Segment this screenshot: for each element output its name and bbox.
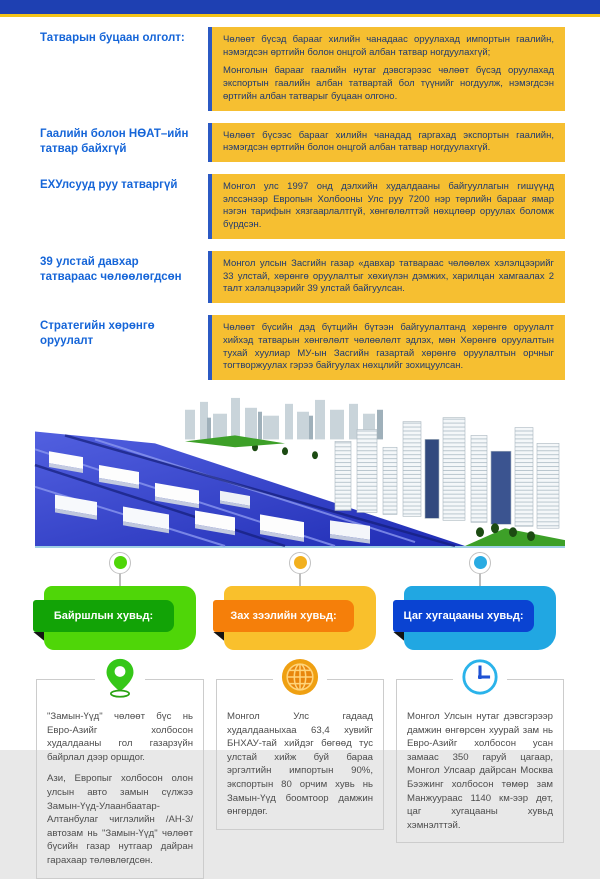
location-infobox — [36, 679, 204, 879]
column-market — [216, 552, 384, 824]
benefit-paragraph: Чөлөөт бүсэд барааг хилийн чанадаас оруулахад импортын гаалийн, нэмэгдсэн өртгийн болон онцгой албан татвар ногдуулахгүй; — [223, 34, 554, 58]
city-render-image — [35, 392, 565, 548]
timeline-dot — [109, 552, 131, 574]
benefit-paragraph: Чөлөөт бүсээс барааг хилийн чанадад гаргахад экспортын гаалийн, нэмэгдсэн өртгийн болон онцгой албан татвар ногдуулахгүй. — [223, 129, 554, 154]
benefit-paragraph: Монголын барааг гаалийн нутаг дэвсгэрээс чөлөөт бүсэд оруулахад экспортын гаалийн албан татвартай бол түүнийг ногдуулж, нэмэгдсэн өртгийн албан татварыг буцаан олгоно. — [223, 65, 554, 102]
time-card — [404, 586, 555, 650]
benefit-row — [40, 174, 565, 239]
market-paragraph: Монгол Улс гадаад худалдааныхаа 63,4 хувийг БНХАУ-тай хийдэг бөгөөд тус улстай хийж буй бараа эргэлтийн импортын 90%, экспортын 80 орчим хувь нь Замын-Үүд боомтоор дамжин өнгөрдөг. — [227, 710, 373, 818]
location-pin-icon — [95, 658, 145, 698]
globe-icon — [273, 658, 327, 698]
top-blue-bar — [0, 0, 600, 14]
dot-stem — [479, 574, 481, 586]
time-paragraph: Монгол Улсын нутаг дэвсгэрээр дамжин өнгөрсөн хуурай зам нь Евро-Азийг холбосон усан замаас 350 гаруй цагаар, Монгол Улсаар дайрсан Москва Бээжинг холбосон төмөр зам Манжуураас 1140 км-ээр дөт, цаг хугацааны хувьд хэмнэлттэй. — [407, 710, 553, 831]
column-time — [396, 552, 564, 831]
market-infobox — [216, 679, 384, 830]
benefit-label: Гаалийн болон НӨАТ–ийн татвар байхгүй — [40, 127, 189, 155]
benefits-table — [0, 17, 600, 380]
dot-stem — [119, 574, 121, 586]
dot-stem — [299, 574, 301, 586]
location-card — [44, 586, 195, 650]
ribbon-fold — [213, 632, 224, 641]
benefit-textbox — [208, 27, 565, 111]
market-card — [224, 586, 375, 650]
time-ribbon: Цаг хугацааны хувьд: — [393, 600, 533, 632]
benefit-paragraph: Чөлөөт бүсийн дэд бүтцийн бүтээн байгуулалтанд хөрөнгө оруулалт хийхэд татварын хөнгөлөлт чөлөөлөлт эдлэх, мөн Хөрөнгө оруулалтын тухай хуулиар МУ-ын Засгийн газартай хөрөнгө оруулалтын орчныг тогтворжуулах гэрээ байгуулах нөхцлийг зохицуулсан. — [223, 322, 554, 372]
benefit-textbox — [208, 174, 565, 239]
benefit-label: Стратегийн хөрөнгө оруулалт — [40, 320, 155, 347]
benefit-row — [40, 315, 565, 380]
location-paragraph: "Замын-Үүд" чөлөөт бүс нь Евро-Азийг холбосон худалдааны гол газарзүйн байрлал дээр оршдог. — [47, 710, 193, 763]
timeline-dot — [469, 552, 491, 574]
benefit-row — [40, 27, 565, 111]
benefit-textbox — [208, 251, 565, 303]
benefit-label: 39 улстай давхар татвараас чөлөөлөгдсөн — [40, 255, 182, 283]
ribbon-fold — [33, 632, 44, 641]
benefit-label: ЕХУлсууд руу татваргүй — [40, 179, 178, 192]
timeline-dot — [289, 552, 311, 574]
benefit-row — [40, 123, 565, 162]
location-paragraph: Ази, Европыг холбосон олон улсын авто замын сүлжээ Замын-Үүд-Улаанбаатар-Алтанбулаг чиглэлийн /АН-3/ автозам нь "Замын-Үүд" чөлөөт бүсийн газар нутгаар дайран гарахаар төлөвлөгдсөн. — [47, 773, 193, 867]
highlight-columns — [0, 552, 600, 867]
clock-icon — [453, 658, 507, 698]
benefit-textbox — [208, 315, 565, 380]
benefit-paragraph: Монгол улс 1997 онд дэлхийн худалдааны байгууллагын гишүүнд элссэнээр Европын Холбооны Улс руу 7200 нэр төрлийн барааг ямар нэгэн тарифын хязгаарлалтгүй, хөнгөлөлттэй нөхцлөөр оруулах боломж бүрдсэн. — [223, 181, 554, 231]
benefit-paragraph: Монгол улсын Засгийн газар «давхар татвараас чөлөөлөх хэлэлцээрийг 33 улстай, хөрөнгө оруулалтыг хөхиүлэн дэмжих, харилцан хамгаалах 2 талт хэлэлцээрийг 39 улстай байгуулсан. — [223, 257, 554, 295]
market-ribbon: Зах зээлийн хувьд: — [213, 600, 353, 632]
benefit-row — [40, 251, 565, 303]
time-infobox — [396, 679, 564, 843]
column-location — [36, 552, 204, 867]
location-ribbon: Байршлын хувьд: — [33, 600, 173, 632]
benefit-textbox — [208, 123, 565, 162]
ribbon-fold — [393, 632, 404, 641]
benefit-label: Татварын буцаан олголт: — [40, 32, 185, 44]
